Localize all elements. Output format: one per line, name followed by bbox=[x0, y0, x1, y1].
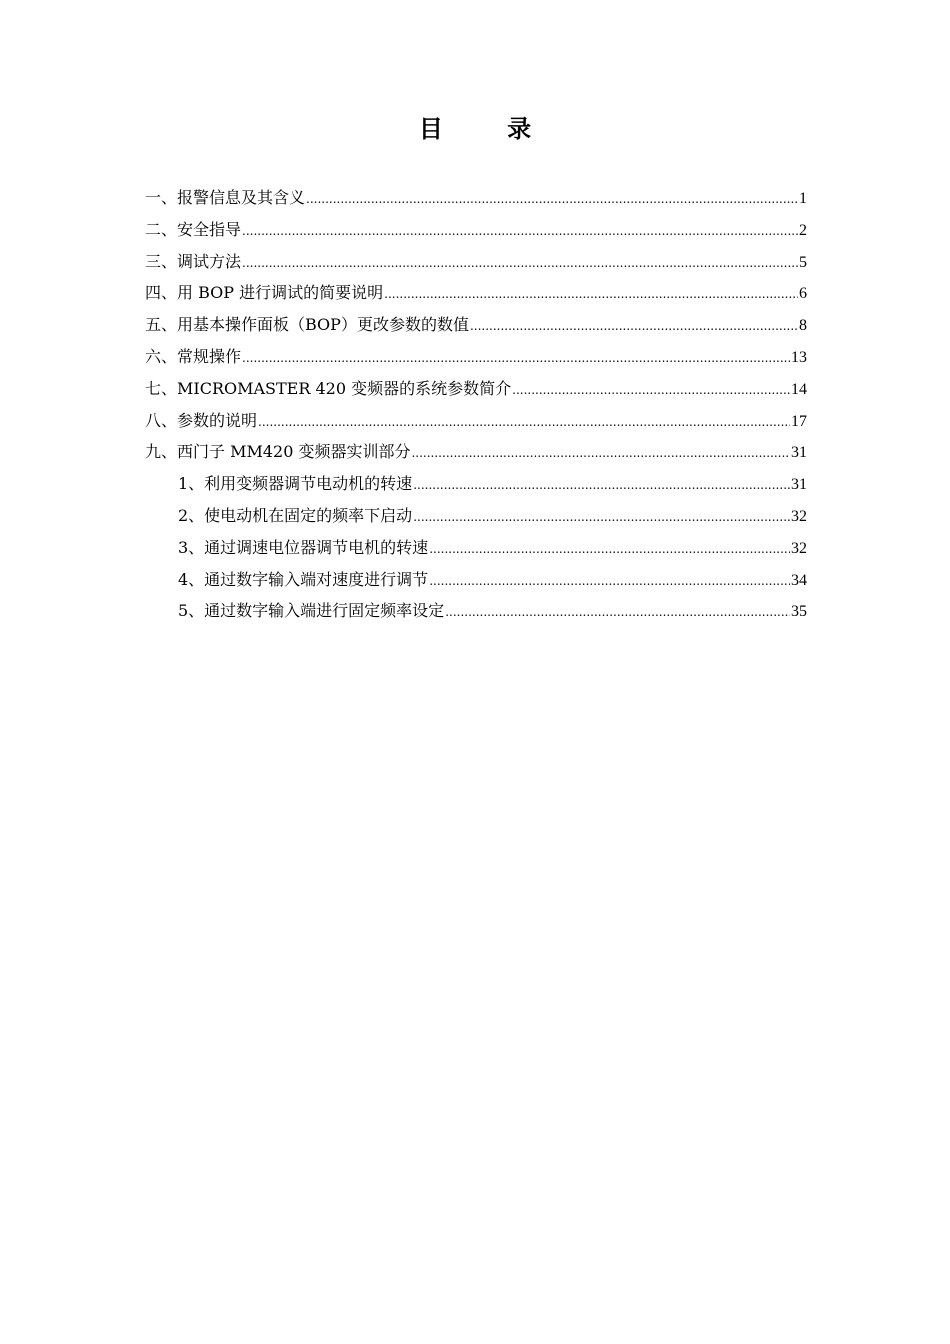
toc-dot-leader bbox=[470, 311, 798, 343]
toc-entry-page: 8 bbox=[799, 317, 807, 335]
toc-entry[interactable] bbox=[145, 309, 807, 341]
toc-subentry[interactable] bbox=[145, 532, 807, 564]
toc-entry-page: 35 bbox=[791, 603, 807, 621]
toc-entry[interactable] bbox=[145, 341, 807, 373]
toc-dot-leader bbox=[512, 375, 790, 407]
toc-entry-label: 5、通过数字输入端进行固定频率设定 bbox=[178, 601, 445, 621]
toc-dot-leader bbox=[411, 438, 790, 470]
toc-entry-label: 4、通过数字输入端对速度进行调节 bbox=[178, 569, 429, 589]
toc-entry-label: 四、用 BOP 进行调试的简要说明 bbox=[145, 283, 384, 303]
toc-entry[interactable] bbox=[145, 246, 807, 278]
toc-entry[interactable] bbox=[145, 405, 807, 437]
toc-entry-page: 6 bbox=[799, 285, 807, 303]
toc-dot-leader bbox=[413, 470, 790, 502]
toc-entry-label: 八、参数的说明 bbox=[145, 410, 258, 430]
toc-entry-label: 九、西门子 MM420 变频器实训部分 bbox=[145, 442, 411, 462]
toc-dot-leader bbox=[306, 184, 798, 216]
toc-dot-leader bbox=[445, 597, 790, 629]
toc-entry-label: 1、利用变频器调节电动机的转速 bbox=[178, 474, 413, 494]
toc-entry-page: 32 bbox=[791, 507, 807, 525]
toc-entry-page: 34 bbox=[791, 571, 807, 589]
toc-dot-leader bbox=[242, 343, 790, 375]
toc-entry-page: 31 bbox=[791, 444, 807, 462]
toc-dot-leader bbox=[429, 534, 790, 566]
toc-entry-page: 32 bbox=[791, 539, 807, 557]
toc-entry-label: 六、常规操作 bbox=[145, 346, 242, 366]
toc-entry-page: 14 bbox=[791, 380, 807, 398]
table-of-contents bbox=[145, 182, 807, 627]
toc-subentry[interactable] bbox=[145, 500, 807, 532]
toc-entry-label: 三、调试方法 bbox=[145, 251, 242, 271]
toc-dot-leader bbox=[258, 407, 790, 439]
toc-entry-page: 17 bbox=[791, 412, 807, 430]
toc-entry[interactable] bbox=[145, 373, 807, 405]
toc-entry-label: 二、安全指导 bbox=[145, 219, 242, 239]
toc-entry[interactable] bbox=[145, 214, 807, 246]
toc-entry-label: 五、用基本操作面板（BOP）更改参数的数值 bbox=[145, 315, 469, 335]
toc-entry[interactable] bbox=[145, 182, 807, 214]
toc-dot-leader bbox=[242, 248, 798, 280]
toc-entry-page: 2 bbox=[799, 221, 807, 239]
toc-entry-page: 1 bbox=[799, 190, 807, 207]
toc-subentry[interactable] bbox=[145, 468, 807, 500]
toc-entry-page: 13 bbox=[791, 348, 807, 366]
toc-dot-leader bbox=[413, 502, 790, 534]
toc-entry-label: 七、MICROMASTER 420 变频器的系统参数简介 bbox=[145, 378, 512, 398]
toc-entry-label: 2、使电动机在固定的频率下启动 bbox=[178, 505, 413, 525]
toc-entry-label: 3、通过调速电位器调节电机的转速 bbox=[178, 537, 429, 557]
toc-entry[interactable] bbox=[145, 277, 807, 309]
toc-title: 目 录 bbox=[418, 114, 560, 143]
toc-subentry[interactable] bbox=[145, 564, 807, 596]
toc-dot-leader bbox=[242, 216, 798, 248]
toc-dot-leader bbox=[384, 279, 798, 311]
toc-entry-page: 5 bbox=[799, 253, 807, 271]
toc-entry-label: 一、报警信息及其含义 bbox=[145, 188, 306, 207]
toc-entry[interactable] bbox=[145, 436, 807, 468]
toc-dot-leader bbox=[429, 566, 790, 598]
toc-entry-page: 31 bbox=[791, 476, 807, 494]
toc-subentry[interactable] bbox=[145, 595, 807, 627]
